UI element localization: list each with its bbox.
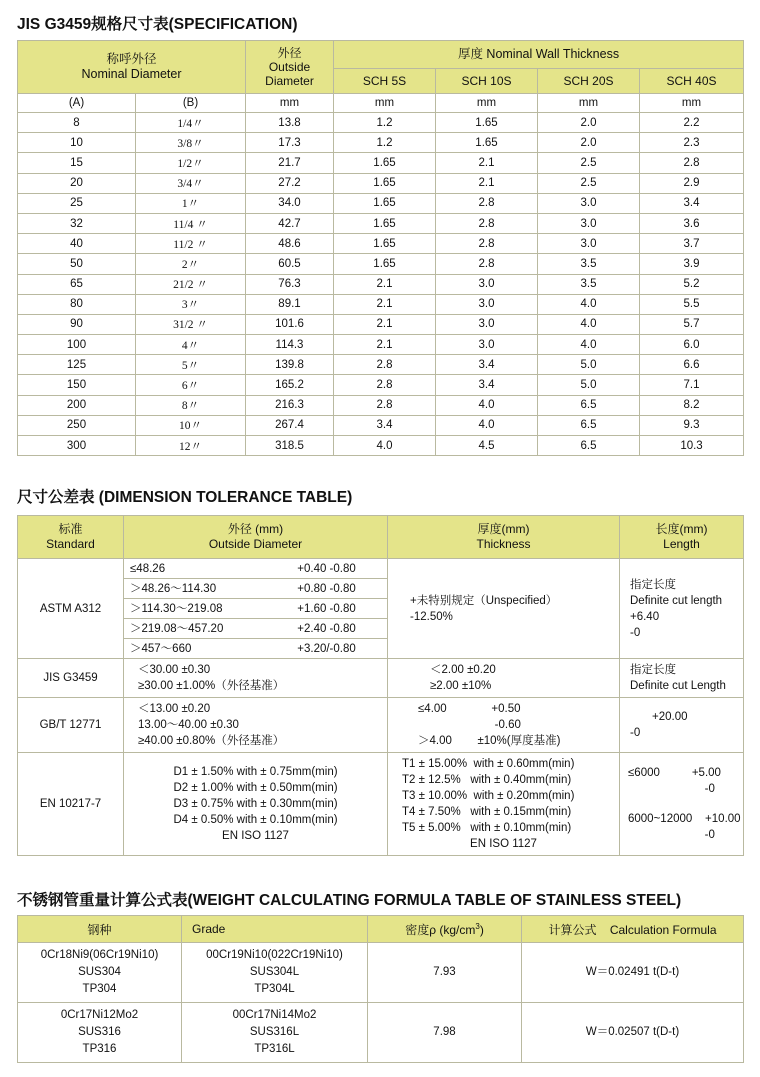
cell-sch5s: 1.65	[334, 234, 436, 254]
table-row	[18, 113, 744, 133]
length-line: -0	[628, 829, 715, 841]
grade-line: SUS304	[78, 966, 121, 978]
cell-od: 42.7	[246, 213, 334, 233]
cell-od: 17.3	[246, 133, 334, 153]
od-line: D2 ± 1.00% with ± 0.50mm(min)	[173, 782, 338, 794]
cell-a: 50	[18, 254, 136, 274]
thickness-line: T4 ± 7.50% with ± 0.15mm(min)	[402, 806, 572, 818]
cell-sch20s: 4.0	[538, 314, 640, 334]
od-subtable	[124, 559, 387, 658]
cell-a: 90	[18, 314, 136, 334]
unit-col-b: (B)	[136, 94, 246, 113]
length-line: 6000~12000 +10.00	[628, 813, 741, 825]
cell-outside-diameter	[124, 753, 388, 856]
cell-standard: EN 10217-7	[18, 753, 124, 856]
header-density	[368, 916, 522, 943]
header-outside-diameter	[124, 516, 388, 559]
cell-thickness	[388, 698, 620, 753]
table-row	[18, 234, 744, 254]
cell-sch5s: 4.0	[334, 436, 436, 456]
cell-sch20s: 4.0	[538, 335, 640, 355]
length-line: -0	[630, 727, 641, 739]
cell-sch40s: 2.8	[640, 153, 744, 173]
cell-length	[620, 559, 744, 659]
cell-sch10s: 3.4	[436, 355, 538, 375]
thickness-line: EN ISO 1127	[470, 838, 537, 850]
header-wall-thickness: 厚度 Nominal Wall Thickness	[334, 41, 744, 69]
cell-sch20s: 2.0	[538, 133, 640, 153]
od-subrow	[124, 639, 387, 659]
cell-a: 32	[18, 213, 136, 233]
header-sch-20s: SCH 20S	[538, 69, 640, 94]
cell-od: 48.6	[246, 234, 334, 254]
od-line: ＜30.00 ±0.30	[138, 664, 211, 676]
od-range: ＞48.26～114.30	[124, 579, 283, 599]
cell-sch5s: 2.1	[334, 314, 436, 334]
cell-sch20s: 2.0	[538, 113, 640, 133]
cell-b: 11/2 〃	[136, 234, 246, 254]
cell-a: 65	[18, 274, 136, 294]
od-line: ≥40.00 ±0.80%（外径基准）	[138, 735, 285, 747]
table-unit-row	[18, 94, 744, 113]
cell-sch20s: 3.0	[538, 193, 640, 213]
cell-a: 100	[18, 335, 136, 355]
cell-sch5s: 2.1	[334, 335, 436, 355]
table-row	[18, 436, 744, 456]
cell-a: 20	[18, 173, 136, 193]
cell-sch10s: 4.0	[436, 395, 538, 415]
cell-sch40s: 2.2	[640, 113, 744, 133]
cell-sch10s: 2.8	[436, 213, 538, 233]
cell-sch20s: 5.0	[538, 375, 640, 395]
grade-line: 00Cr17Ni14Mo2	[232, 1009, 317, 1021]
unit-sch10s: mm	[436, 94, 538, 113]
table-row	[18, 213, 744, 233]
od-tolerance: +3.20/-0.80	[297, 642, 356, 655]
cell-density: 7.98	[368, 1003, 522, 1063]
cell-sch10s: 4.0	[436, 415, 538, 435]
header-standard-cn: 标准	[58, 522, 83, 536]
length-line: +6.40	[630, 610, 660, 623]
cell-sch10s: 2.1	[436, 173, 538, 193]
cell-sch10s: 2.8	[436, 254, 538, 274]
cell-b: 1/4〃	[136, 113, 246, 133]
cell-sch10s: 4.5	[436, 436, 538, 456]
cell-od: 13.8	[246, 113, 334, 133]
cell-sch10s: 2.8	[436, 193, 538, 213]
cell-b: 21/2 〃	[136, 274, 246, 294]
table-row	[18, 173, 744, 193]
cell-thickness	[388, 559, 620, 659]
cell-sch40s: 10.3	[640, 436, 744, 456]
header-standard	[18, 516, 124, 559]
table-row	[18, 193, 744, 213]
cell-outside-diameter	[124, 698, 388, 753]
cell-a: 15	[18, 153, 136, 173]
table-row	[18, 274, 744, 294]
table-header-row	[18, 41, 744, 69]
grade-line: 0Cr18Ni9(06Cr19Ni10)	[40, 949, 159, 961]
cell-a: 8	[18, 113, 136, 133]
cell-od: 89.1	[246, 294, 334, 314]
cell-standard: GB/T 12771	[18, 698, 124, 753]
cell-sch10s: 2.8	[436, 234, 538, 254]
cell-sch5s: 2.1	[334, 274, 436, 294]
grade-line: SUS304L	[249, 966, 300, 978]
weight-formula-table	[17, 915, 744, 1063]
cell-sch20s: 6.5	[538, 395, 640, 415]
cell-outside-diameter	[124, 559, 388, 659]
cell-outside-diameter	[124, 659, 388, 698]
table-row	[18, 1003, 744, 1063]
cell-sch5s: 1.65	[334, 254, 436, 274]
table-row	[18, 943, 744, 1003]
cell-sch5s: 1.65	[334, 213, 436, 233]
cell-standard: ASTM A312	[18, 559, 124, 659]
header-sch-10s: SCH 10S	[436, 69, 538, 94]
thickness-line: -0.60	[418, 719, 521, 731]
header-density-tail: )	[479, 922, 484, 937]
cell-b: 6〃	[136, 375, 246, 395]
cell-od: 114.3	[246, 335, 334, 355]
length-line: -0	[628, 783, 715, 795]
thickness-line: ≥2.00 ±10%	[430, 680, 492, 692]
cell-od: 101.6	[246, 314, 334, 334]
header-od-en: Outside Diameter	[208, 537, 303, 551]
grade-line: 00Cr19Ni10(022Cr19Ni10)	[206, 949, 343, 961]
header-nominal-diameter-en: Nominal Diameter	[81, 67, 182, 81]
cell-sch40s: 6.0	[640, 335, 744, 355]
table-row	[18, 314, 744, 334]
unit-sch20s: mm	[538, 94, 640, 113]
page-title-weight-formula: 不锈钢管重量计算公式表(WEIGHT CALCULATING FORMULA TABLE OF STAINLESS STEEL)	[17, 892, 682, 909]
cell-od: 34.0	[246, 193, 334, 213]
od-line: EN ISO 1127	[222, 830, 289, 842]
cell-sch10s: 3.0	[436, 274, 538, 294]
cell-sch40s: 3.4	[640, 193, 744, 213]
table-row-gbt-12771	[18, 698, 744, 753]
grade-line: TP304L	[254, 983, 295, 995]
cell-thickness	[388, 659, 620, 698]
cell-sch20s: 5.0	[538, 355, 640, 375]
cell-b: 3〃	[136, 294, 246, 314]
thickness-line: ＞4.00 ±10%(厚度基准)	[418, 735, 561, 747]
cell-sch20s: 3.0	[538, 213, 640, 233]
cell-a: 250	[18, 415, 136, 435]
header-formula	[522, 916, 744, 943]
od-subrow	[124, 599, 387, 619]
cell-sch10s: 2.1	[436, 153, 538, 173]
od-line: D1 ± 1.50% with ± 0.75mm(min)	[173, 766, 338, 778]
header-thickness-cn: 厚度(mm)	[477, 522, 530, 536]
cell-b: 1/2〃	[136, 153, 246, 173]
unit-od: mm	[246, 94, 334, 113]
cell-sch40s: 2.3	[640, 133, 744, 153]
od-subrow	[124, 619, 387, 639]
unit-sch40s: mm	[640, 94, 744, 113]
header-nominal-diameter	[18, 41, 246, 94]
grade-line: 0Cr17Ni12Mo2	[60, 1009, 139, 1021]
cell-sch40s: 3.6	[640, 213, 744, 233]
cell-sch20s: 4.0	[538, 294, 640, 314]
cell-sch10s: 1.65	[436, 133, 538, 153]
cell-sch10s: 3.0	[436, 335, 538, 355]
cell-sch40s: 6.6	[640, 355, 744, 375]
thickness-line: ≤4.00 +0.50	[418, 703, 521, 715]
grade-line: TP316	[82, 1043, 117, 1055]
cell-a: 40	[18, 234, 136, 254]
header-steel-grade-en: Grade	[182, 916, 368, 943]
cell-od: 139.8	[246, 355, 334, 375]
cell-b: 31/2 〃	[136, 314, 246, 334]
thickness-line: T3 ± 10.00% with ± 0.20mm(min)	[402, 790, 575, 802]
grade-line: SUS316L	[249, 1026, 300, 1038]
cell-sch10s: 3.4	[436, 375, 538, 395]
header-standard-en: Standard	[46, 537, 95, 551]
cell-standard: JIS G3459	[18, 659, 124, 698]
cell-sch5s: 1.65	[334, 153, 436, 173]
od-tolerance: +0.40 -0.80	[283, 559, 387, 579]
cell-sch40s: 9.3	[640, 415, 744, 435]
header-outside-diameter	[246, 41, 334, 94]
cell-sch10s: 3.0	[436, 314, 538, 334]
cell-grade-col2	[182, 1003, 368, 1063]
cell-b: 3/8〃	[136, 133, 246, 153]
od-range: ＞457～660	[130, 642, 192, 655]
od-line: ＜13.00 ±0.20	[138, 703, 211, 715]
cell-sch40s: 3.9	[640, 254, 744, 274]
length-line: ≤6000 +5.00	[628, 767, 721, 779]
cell-b: 4〃	[136, 335, 246, 355]
cell-b: 12〃	[136, 436, 246, 456]
header-density-sup: 3	[475, 921, 480, 931]
od-range: ＞219.08～457.20	[124, 619, 283, 639]
header-steel-grade-cn: 钢种	[18, 916, 182, 943]
cell-thickness	[388, 753, 620, 856]
header-length-cn: 长度(mm)	[655, 522, 708, 536]
cell-b: 8〃	[136, 395, 246, 415]
cell-sch5s: 1.65	[334, 173, 436, 193]
od-range: ＞114.30～219.08	[124, 599, 283, 619]
od-tolerance: +0.80 -0.80	[283, 579, 387, 599]
cell-sch40s: 5.2	[640, 274, 744, 294]
cell-formula: W＝0.02491 t(D-t)	[522, 943, 744, 1003]
od-range: ≤48.26	[124, 559, 283, 579]
header-nominal-diameter-cn: 称呼外径	[106, 52, 157, 66]
table-row	[18, 153, 744, 173]
cell-sch20s: 2.5	[538, 153, 640, 173]
grade-line: TP304	[82, 983, 117, 995]
cell-b: 3/4〃	[136, 173, 246, 193]
table-row-en-10217-7	[18, 753, 744, 856]
cell-sch20s: 3.5	[538, 274, 640, 294]
length-line: Definite cut length	[630, 594, 723, 607]
cell-b: 1〃	[136, 193, 246, 213]
cell-od: 21.7	[246, 153, 334, 173]
header-density-text: 密度ρ (kg/cm	[405, 922, 476, 937]
thickness-line: T2 ± 12.5% with ± 0.40mm(min)	[402, 774, 572, 786]
cell-sch10s: 1.65	[436, 113, 538, 133]
table-row	[18, 133, 744, 153]
cell-od: 318.5	[246, 436, 334, 456]
header-od-cn: 外径 (mm)	[227, 522, 284, 536]
cell-od: 267.4	[246, 415, 334, 435]
od-line: ≥30.00 ±1.00%（外径基准）	[138, 680, 285, 692]
od-subrow	[124, 579, 387, 599]
cell-od: 76.3	[246, 274, 334, 294]
cell-b: 10〃	[136, 415, 246, 435]
table-row	[18, 375, 744, 395]
cell-formula: W＝0.02507 t(D-t)	[522, 1003, 744, 1063]
cell-b: 5〃	[136, 355, 246, 375]
cell-sch5s: 2.8	[334, 375, 436, 395]
table-row	[18, 294, 744, 314]
header-length	[620, 516, 744, 559]
cell-a: 300	[18, 436, 136, 456]
grade-line: SUS316	[78, 1026, 121, 1038]
length-line: +20.00	[652, 711, 688, 723]
od-subrow	[124, 559, 387, 579]
cell-length	[620, 698, 744, 753]
grade-line: TP316L	[254, 1043, 295, 1055]
cell-grade-col2	[182, 943, 368, 1003]
od-tolerance: +1.60 -0.80	[283, 599, 387, 619]
unit-col-a: (A)	[18, 94, 136, 113]
table-header-row	[18, 916, 744, 943]
table-row-jis-g3459	[18, 659, 744, 698]
cell-sch5s: 1.65	[334, 193, 436, 213]
page-title-tolerance: 尺寸公差表 (DIMENSION TOLERANCE TABLE)	[17, 489, 353, 506]
cell-sch40s: 7.1	[640, 375, 744, 395]
cell-sch20s: 6.5	[538, 415, 640, 435]
od-tolerance: +2.40 -0.80	[283, 619, 387, 639]
header-formula-cn: 计算公式	[548, 922, 597, 937]
cell-sch20s: 6.5	[538, 436, 640, 456]
cell-sch40s: 2.9	[640, 173, 744, 193]
table-row	[18, 355, 744, 375]
table-row-astm-a312	[18, 559, 744, 659]
cell-sch40s: 5.5	[640, 294, 744, 314]
cell-length	[620, 753, 744, 856]
cell-sch40s: 3.7	[640, 234, 744, 254]
table-row	[18, 335, 744, 355]
header-sch-5s: SCH 5S	[334, 69, 436, 94]
cell-grade-col1	[18, 943, 182, 1003]
table-row	[18, 254, 744, 274]
cell-sch5s: 2.8	[334, 355, 436, 375]
table-row	[18, 395, 744, 415]
header-formula-en: Calculation Formula	[609, 922, 717, 937]
cell-sch40s: 5.7	[640, 314, 744, 334]
cell-sch20s: 2.5	[538, 173, 640, 193]
od-line: D4 ± 0.50% with ± 0.10mm(min)	[173, 814, 338, 826]
thickness-line: -12.50%	[410, 610, 453, 623]
header-thickness-en: Thickness	[476, 537, 531, 551]
header-od-line1: 外径	[277, 46, 302, 60]
cell-sch5s: 1.2	[334, 113, 436, 133]
cell-grade-col1	[18, 1003, 182, 1063]
length-line: Definite cut Length	[630, 680, 726, 692]
cell-sch5s: 2.1	[334, 294, 436, 314]
cell-b: 2〃	[136, 254, 246, 274]
cell-sch5s: 3.4	[334, 415, 436, 435]
cell-od: 216.3	[246, 395, 334, 415]
cell-b: 11/4 〃	[136, 213, 246, 233]
thickness-line: T5 ± 5.00% with ± 0.10mm(min)	[402, 822, 572, 834]
cell-a: 10	[18, 133, 136, 153]
cell-sch5s: 2.8	[334, 395, 436, 415]
table-row	[18, 415, 744, 435]
cell-od: 165.2	[246, 375, 334, 395]
header-length-en: Length	[663, 537, 700, 551]
header-thickness	[388, 516, 620, 559]
header-sch-40s: SCH 40S	[640, 69, 744, 94]
length-line: 指定长度	[630, 578, 676, 591]
tolerance-table	[17, 515, 744, 856]
cell-sch20s: 3.5	[538, 254, 640, 274]
cell-sch20s: 3.0	[538, 234, 640, 254]
cell-a: 25	[18, 193, 136, 213]
cell-sch10s: 3.0	[436, 294, 538, 314]
cell-sch40s: 8.2	[640, 395, 744, 415]
od-line: D3 ± 0.75% with ± 0.30mm(min)	[173, 798, 338, 810]
thickness-line: ＜2.00 ±0.20	[430, 664, 496, 676]
thickness-line: T1 ± 15.00% with ± 0.60mm(min)	[402, 758, 575, 770]
cell-length	[620, 659, 744, 698]
cell-a: 125	[18, 355, 136, 375]
header-od-line3: Diameter	[265, 74, 314, 88]
page-title-specification: JIS G3459规格尺寸表(SPECIFICATION)	[17, 16, 298, 33]
cell-sch5s: 1.2	[334, 133, 436, 153]
unit-sch5s: mm	[334, 94, 436, 113]
table-header-row	[18, 516, 744, 559]
cell-a: 200	[18, 395, 136, 415]
od-line: 13.00～40.00 ±0.30	[138, 719, 239, 731]
header-od-line2: Outside	[268, 60, 311, 74]
cell-a: 80	[18, 294, 136, 314]
cell-a: 150	[18, 375, 136, 395]
thickness-line: +未特别规定（Unspecified）	[410, 594, 558, 607]
cell-od: 27.2	[246, 173, 334, 193]
cell-od: 60.5	[246, 254, 334, 274]
specification-table	[17, 40, 744, 456]
length-line: 指定长度	[630, 664, 676, 676]
length-line: -0	[630, 626, 641, 639]
cell-density: 7.93	[368, 943, 522, 1003]
